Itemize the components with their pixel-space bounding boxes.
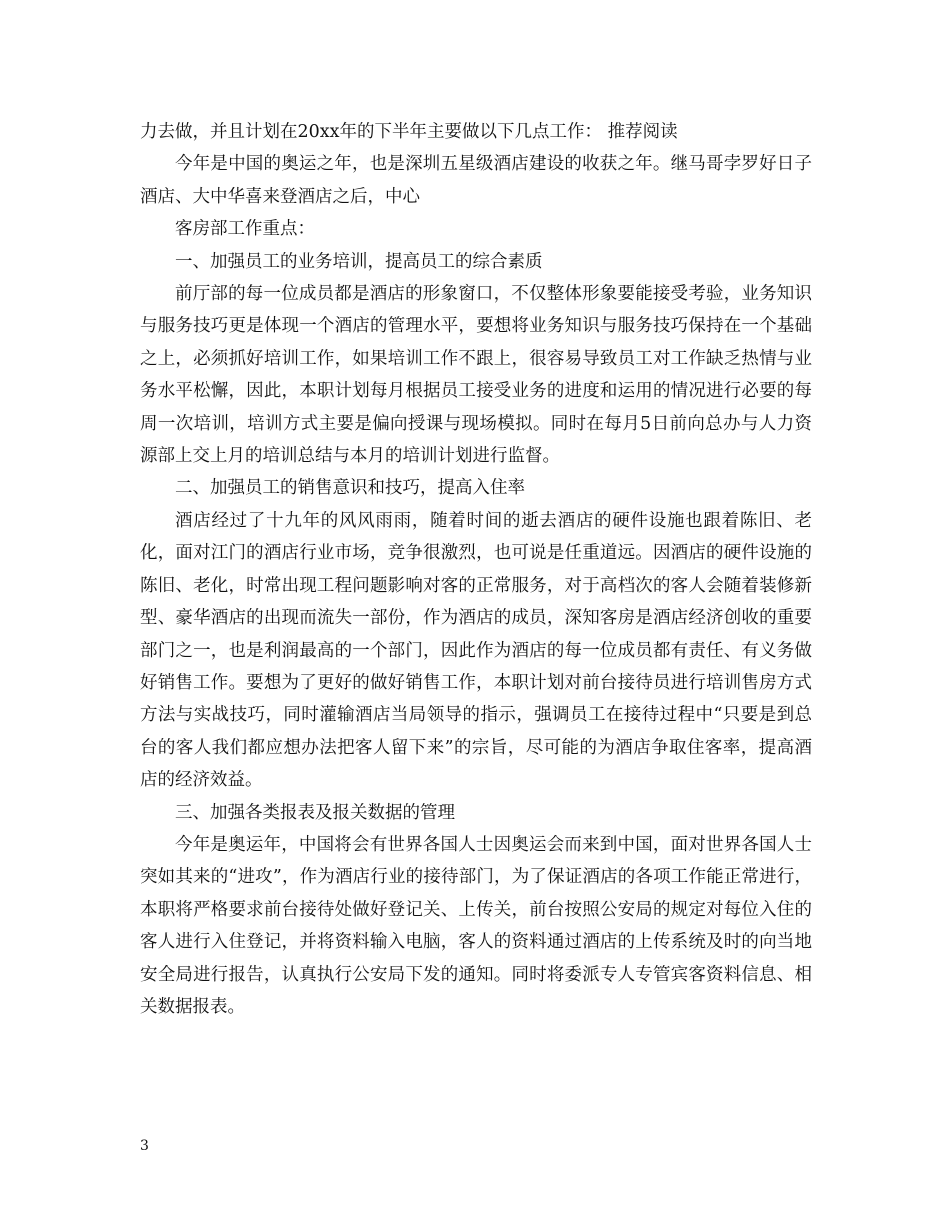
- paragraph: 前厅部的每一位成员都是酒店的形象窗口，不仅整体形象要能接受考验，业务知识与服务技巧更是体现一个酒店的管理水平，要想将业务知识与服务技巧保持在一个基础之上，必须抓好培训工作，如果培训工作不跟上，很容易导致员工对工作缺乏热情与业务水平松懈，因此，本职计划每月根据员工接受业务的进度和运用的情况进行必要的每周一次培训，培训方式主要是偏向授课与现场模拟。同时在每月5日前向总办与人力资源部上交上月的培训总结与本月的培训计划进行监督。: [140, 284, 812, 467]
- paragraph: 今年是中国的奥运之年，也是深圳五星级酒店建设的收获之年。继马哥孛罗好日子酒店、大中华喜来登酒店之后，中心: [140, 154, 812, 207]
- document-body: [140, 116, 812, 1023]
- section-heading: 一、加强员工的业务培训，提高员工的综合素质: [175, 251, 543, 272]
- page-number: 3: [140, 1138, 149, 1154]
- section-heading: 客房部工作重点：: [175, 219, 315, 240]
- paragraph: 今年是奥运年，中国将会有世界各国人士因奥运会而来到中国，面对世界各国人士突如其来的“进攻”，作为酒店行业的接待部门，为了保证酒店的各项工作能正常进行，本职将严格要求前台接待处做好登记关、上传关，前台按照公安局的规定对每位入住的客人进行入住登记，并将资料输入电脑，客人的资料通过酒店的上传系统及时的向当地安全局进行报告，认真执行公安局下发的通知。同时将委派专人专管宾客资料信息、相关数据报表。: [140, 834, 812, 1017]
- paragraph: 酒店经过了十九年的风风雨雨，随着时间的逝去酒店的硬件设施也跟着陈旧、老化，面对江门的酒店行业市场，竞争很激烈，也可说是任重道远。因酒店的硬件设施的陈旧、老化，时常出现工程问题影响对客的正常服务，对于高档次的客人会随着装修新型、豪华酒店的出现而流失一部份，作为酒店的成员，深知客房是酒店经济创收的重要部门之一，也是利润最高的一个部门，因此作为酒店的每一位成员都有责任、有义务做好销售工作。要想为了更好的做好销售工作，本职计划对前台接待员进行培训售房方式方法与实战技巧，同时灌输酒店当局领导的指示，强调员工在接待过程中“只要是到总台的客人我们都应想办法把客人留下来”的宗旨，尽可能的为酒店争取住客率，提高酒店的经济效益。: [140, 510, 812, 791]
- section-heading: 二、加强员工的销售意识和技巧，提高入住率: [175, 478, 525, 499]
- paragraph: 力去做，并且计划在20xx年的下半年主要做以下几点工作： 推荐阅读: [140, 122, 678, 142]
- section-heading: 三、加强各类报表及报关数据的管理: [175, 802, 455, 823]
